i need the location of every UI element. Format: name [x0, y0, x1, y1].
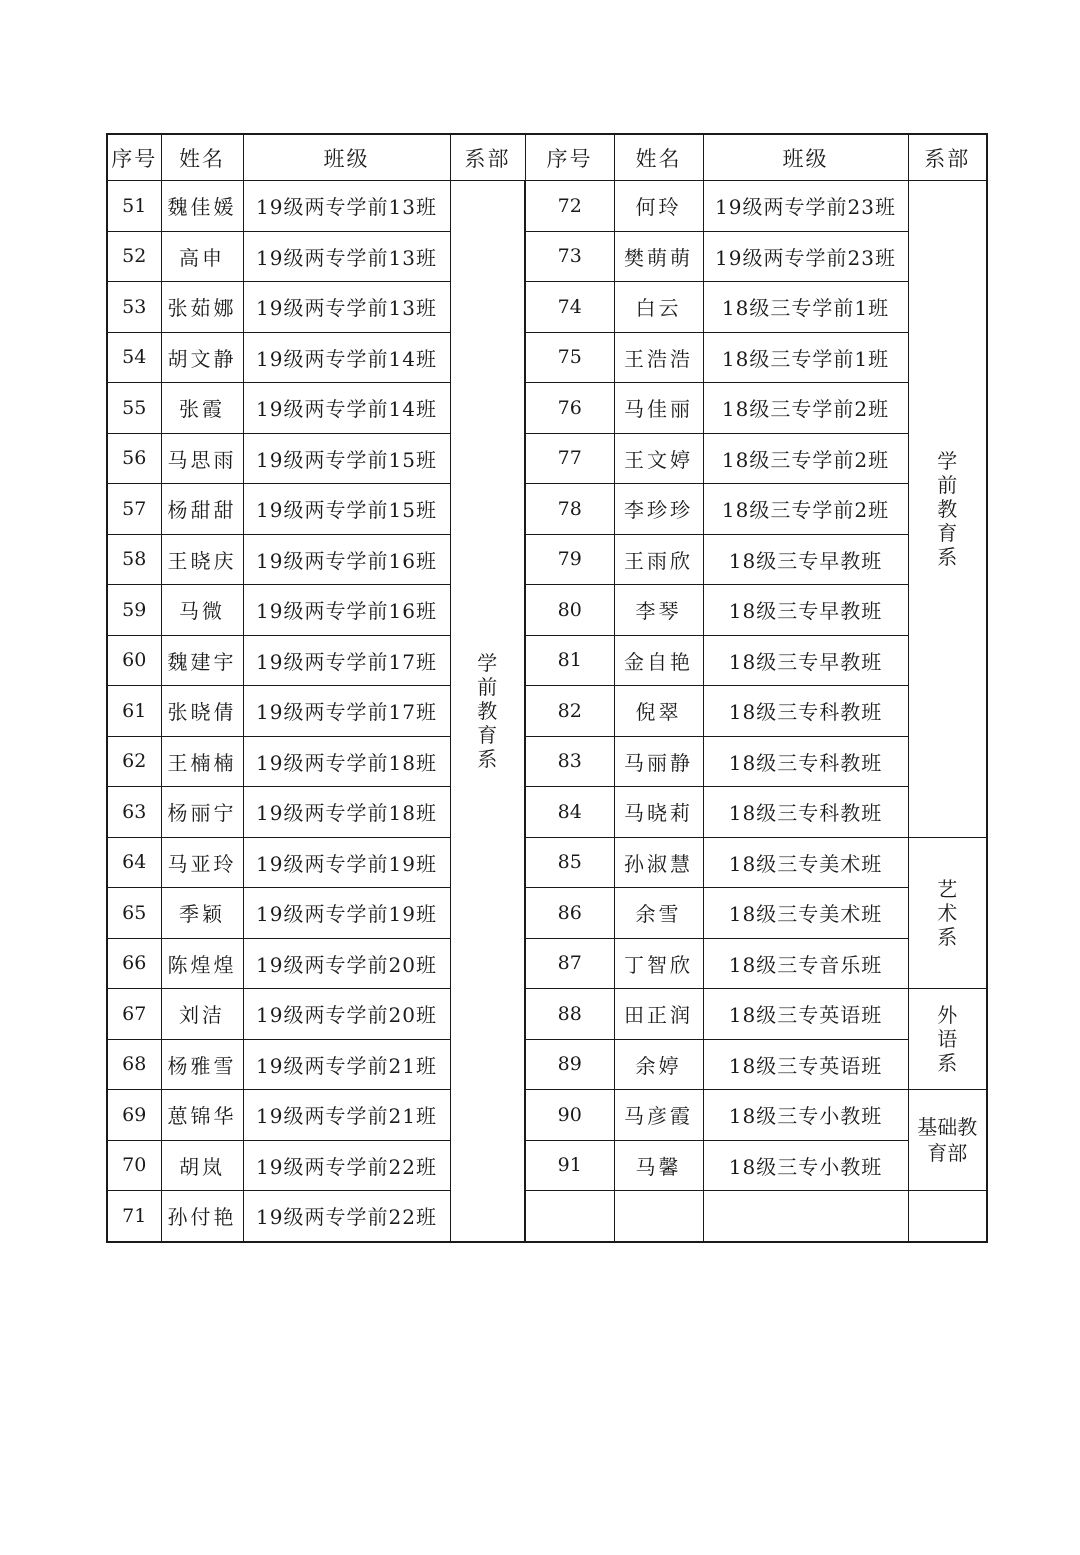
seq-cell: 55 [107, 383, 161, 434]
name-cell: 张茹娜 [161, 282, 243, 333]
class-cell: 19级两专学前16班 [243, 534, 450, 585]
seq-cell: 67 [107, 989, 161, 1040]
dept-cell-right [908, 181, 987, 838]
student-roster-table [106, 133, 988, 1243]
table-row [107, 837, 987, 888]
class-cell: 19级两专学前20班 [243, 938, 450, 989]
class-cell: 19级两专学前23班 [703, 181, 908, 232]
seq-cell: 87 [525, 938, 614, 989]
name-cell: 杨雅雪 [161, 1039, 243, 1090]
name-cell: 葸锦华 [161, 1090, 243, 1141]
class-cell: 18级三专小教班 [703, 1090, 908, 1141]
name-cell: 丁智欣 [614, 938, 703, 989]
class-cell: 19级两专学前19班 [243, 837, 450, 888]
class-cell: 19级两专学前19班 [243, 888, 450, 939]
class-cell: 18级三专早教班 [703, 635, 908, 686]
table-row [107, 787, 987, 838]
name-cell: 杨甜甜 [161, 484, 243, 535]
name-cell: 马彦霞 [614, 1090, 703, 1141]
name-cell: 胡文静 [161, 332, 243, 383]
seq-cell: 73 [525, 231, 614, 282]
class-cell: 19级两专学前15班 [243, 484, 450, 535]
name-cell: 刘洁 [161, 989, 243, 1040]
seq-cell: 56 [107, 433, 161, 484]
class-cell: 18级三专英语班 [703, 1039, 908, 1090]
name-cell: 余婷 [614, 1039, 703, 1090]
class-cell: 18级三专学前1班 [703, 332, 908, 383]
seq-cell: 89 [525, 1039, 614, 1090]
table-row [107, 989, 987, 1040]
name-cell: 王文婷 [614, 433, 703, 484]
name-cell: 孙付艳 [161, 1191, 243, 1242]
header-name-right: 姓名 [614, 134, 703, 181]
name-cell: 王晓庆 [161, 534, 243, 585]
class-cell: 18级三专科教班 [703, 736, 908, 787]
class-cell: 18级三专学前1班 [703, 282, 908, 333]
seq-cell: 79 [525, 534, 614, 585]
table-row [107, 938, 987, 989]
name-cell: 李琴 [614, 585, 703, 636]
class-cell: 19级两专学前22班 [243, 1140, 450, 1191]
seq-cell: 78 [525, 484, 614, 535]
seq-cell: 66 [107, 938, 161, 989]
class-cell: 18级三专学前2班 [703, 383, 908, 434]
seq-cell: 76 [525, 383, 614, 434]
class-cell: 19级两专学前17班 [243, 635, 450, 686]
name-cell: 白云 [614, 282, 703, 333]
class-cell: 19级两专学前18班 [243, 787, 450, 838]
class-cell: 18级三专早教班 [703, 534, 908, 585]
dept-label: 艺术系 [937, 876, 958, 949]
class-cell: 18级三专美术班 [703, 837, 908, 888]
table-row [107, 231, 987, 282]
empty-cell [908, 1191, 987, 1242]
header-class-left: 班级 [243, 134, 450, 181]
class-cell: 19级两专学前17班 [243, 686, 450, 737]
name-cell: 张霞 [161, 383, 243, 434]
header-name-left: 姓名 [161, 134, 243, 181]
class-cell: 18级三专美术班 [703, 888, 908, 939]
seq-cell: 88 [525, 989, 614, 1040]
table-row [107, 888, 987, 939]
class-cell: 19级两专学前15班 [243, 433, 450, 484]
table-row [107, 282, 987, 333]
table-row [107, 1191, 987, 1242]
table-row [107, 1140, 987, 1191]
header-seq-right: 序号 [525, 134, 614, 181]
seq-cell: 71 [107, 1191, 161, 1242]
seq-cell: 74 [525, 282, 614, 333]
header-seq-left: 序号 [107, 134, 161, 181]
name-cell: 马馨 [614, 1140, 703, 1191]
table-row [107, 484, 987, 535]
seq-cell: 69 [107, 1090, 161, 1141]
dept-label: 学前教育系 [937, 448, 958, 569]
class-cell: 19级两专学前14班 [243, 383, 450, 434]
class-cell: 18级三专英语班 [703, 989, 908, 1040]
name-cell: 马思雨 [161, 433, 243, 484]
class-cell: 18级三专音乐班 [703, 938, 908, 989]
dept-cell-right [908, 837, 987, 989]
table-row [107, 635, 987, 686]
class-cell: 19级两专学前21班 [243, 1039, 450, 1090]
class-cell: 19级两专学前13班 [243, 181, 450, 232]
seq-cell: 70 [107, 1140, 161, 1191]
class-cell: 18级三专学前2班 [703, 433, 908, 484]
class-cell: 19级两专学前20班 [243, 989, 450, 1040]
seq-cell: 54 [107, 332, 161, 383]
name-cell: 马晓莉 [614, 787, 703, 838]
class-cell: 18级三专学前2班 [703, 484, 908, 535]
dept-label: 外语系 [937, 1003, 958, 1075]
header-class-right: 班级 [703, 134, 908, 181]
seq-cell: 75 [525, 332, 614, 383]
table-row [107, 383, 987, 434]
name-cell: 余雪 [614, 888, 703, 939]
dept-cell-right [908, 1090, 987, 1191]
name-cell: 王雨欣 [614, 534, 703, 585]
seq-cell: 90 [525, 1090, 614, 1141]
table-row [107, 1090, 987, 1141]
name-cell: 马微 [161, 585, 243, 636]
class-cell: 19级两专学前23班 [703, 231, 908, 282]
class-cell: 19级两专学前14班 [243, 332, 450, 383]
header-row [107, 134, 987, 181]
name-cell: 季颖 [161, 888, 243, 939]
dept-label: 学前教育系 [477, 650, 498, 771]
name-cell: 马亚玲 [161, 837, 243, 888]
class-cell: 19级两专学前18班 [243, 736, 450, 787]
class-cell: 18级三专科教班 [703, 787, 908, 838]
class-cell: 19级两专学前22班 [243, 1191, 450, 1242]
name-cell: 李珍珍 [614, 484, 703, 535]
empty-cell [614, 1191, 703, 1242]
seq-cell: 81 [525, 635, 614, 686]
seq-cell: 59 [107, 585, 161, 636]
class-cell: 19级两专学前16班 [243, 585, 450, 636]
seq-cell: 57 [107, 484, 161, 535]
name-cell: 樊萌萌 [614, 231, 703, 282]
table-row [107, 585, 987, 636]
seq-cell: 68 [107, 1039, 161, 1090]
dept-cell-left [450, 181, 525, 1242]
name-cell: 王楠楠 [161, 736, 243, 787]
seq-cell: 91 [525, 1140, 614, 1191]
name-cell: 何玲 [614, 181, 703, 232]
roster-body [107, 181, 987, 1242]
dept-cell-right [908, 989, 987, 1090]
table-row [107, 686, 987, 737]
name-cell: 杨丽宁 [161, 787, 243, 838]
name-cell: 魏建宇 [161, 635, 243, 686]
empty-cell [525, 1191, 614, 1242]
class-cell: 19级两专学前13班 [243, 282, 450, 333]
dept-label: 基础教育部 [917, 1115, 978, 1165]
seq-cell: 63 [107, 787, 161, 838]
table-row [107, 332, 987, 383]
class-cell: 18级三专早教班 [703, 585, 908, 636]
header-dept-right: 系部 [908, 134, 987, 181]
name-cell: 孙淑慧 [614, 837, 703, 888]
table-row [107, 736, 987, 787]
name-cell: 马佳丽 [614, 383, 703, 434]
seq-cell: 83 [525, 736, 614, 787]
table-row [107, 181, 987, 232]
name-cell: 魏佳媛 [161, 181, 243, 232]
seq-cell: 62 [107, 736, 161, 787]
seq-cell: 52 [107, 231, 161, 282]
seq-cell: 61 [107, 686, 161, 737]
table-row [107, 1039, 987, 1090]
seq-cell: 77 [525, 433, 614, 484]
class-cell: 19级两专学前21班 [243, 1090, 450, 1141]
name-cell: 马丽静 [614, 736, 703, 787]
header-dept-left: 系部 [450, 134, 525, 181]
class-cell: 18级三专科教班 [703, 686, 908, 737]
name-cell: 张晓倩 [161, 686, 243, 737]
class-cell: 19级两专学前13班 [243, 231, 450, 282]
name-cell: 王浩浩 [614, 332, 703, 383]
class-cell: 18级三专小教班 [703, 1140, 908, 1191]
table-row [107, 433, 987, 484]
seq-cell: 72 [525, 181, 614, 232]
empty-cell [703, 1191, 908, 1242]
seq-cell: 84 [525, 787, 614, 838]
seq-cell: 86 [525, 888, 614, 939]
name-cell: 高申 [161, 231, 243, 282]
name-cell: 陈煌煌 [161, 938, 243, 989]
table-row [107, 534, 987, 585]
seq-cell: 65 [107, 888, 161, 939]
seq-cell: 53 [107, 282, 161, 333]
seq-cell: 80 [525, 585, 614, 636]
name-cell: 田正润 [614, 989, 703, 1040]
seq-cell: 64 [107, 837, 161, 888]
seq-cell: 85 [525, 837, 614, 888]
seq-cell: 82 [525, 686, 614, 737]
name-cell: 金自艳 [614, 635, 703, 686]
name-cell: 胡岚 [161, 1140, 243, 1191]
seq-cell: 60 [107, 635, 161, 686]
seq-cell: 58 [107, 534, 161, 585]
name-cell: 倪翠 [614, 686, 703, 737]
seq-cell: 51 [107, 181, 161, 232]
